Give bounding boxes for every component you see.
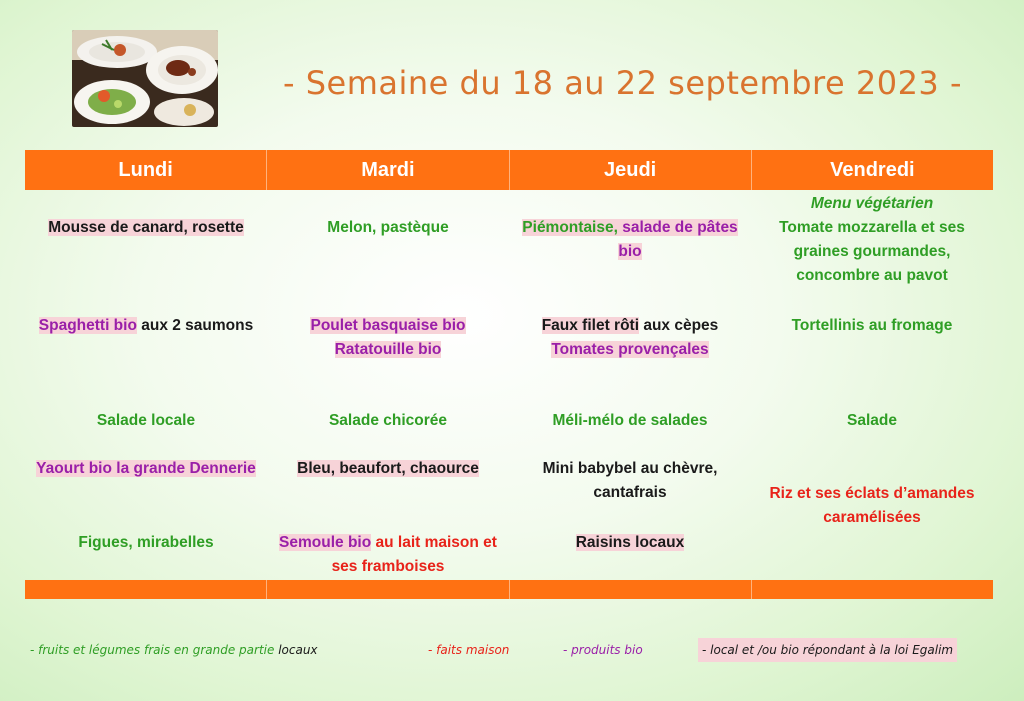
legend-organic: - produits bio (563, 643, 643, 657)
legend-homemade: - faits maison (428, 643, 510, 657)
lundi-plat (25, 314, 267, 338)
footer-cell (752, 580, 993, 599)
lundi-entree (25, 216, 267, 240)
header-mardi: Mardi (267, 150, 509, 190)
vendredi-salade: Salade (847, 412, 897, 429)
footer-cell (510, 580, 752, 599)
menu-table (25, 150, 993, 599)
lundi-fromage (25, 457, 267, 481)
header-lundi: Lundi (25, 150, 267, 190)
jeudi-plat (509, 314, 751, 362)
header-vendredi: Vendredi (830, 158, 915, 181)
mardi-entree: Melon, pastèque (327, 219, 449, 236)
mardi-plat (267, 314, 509, 362)
legend-local-suffix: locaux (278, 643, 318, 657)
jeudi-fromage: Mini babybel au chèvre, cantafrais (542, 460, 718, 501)
food-photo (72, 30, 218, 127)
jeudi-salade: Méli-mélo de salades (552, 412, 708, 429)
lundi-dessert: Figues, mirabelles (78, 534, 214, 551)
lundi-entree-text: Mousse de canard, rosette (48, 219, 244, 236)
mardi-plat-2: Ratatouille bio (334, 341, 442, 358)
jeudi-entree-local: Piémontaise, (522, 219, 623, 236)
legend-local (30, 638, 318, 662)
table-footer (25, 580, 993, 599)
vendredi-plat: Tortellinis au fromage (791, 317, 953, 334)
vendredi-entree: Tomate mozzarella et ses graines gourmandes, concombre au pavot (779, 219, 965, 284)
legend-local-text: - fruits et légumes frais en grande partie (30, 643, 279, 657)
mardi-fromage (267, 457, 509, 481)
page-title: - Semaine du 18 au 22 septembre 2023 - (283, 64, 962, 102)
mardi-dessert-bio: Semoule bio (279, 534, 372, 551)
mardi-dessert-rest: au lait maison et ses framboises (331, 534, 497, 575)
vendredi-dessert: Riz et ses éclats d’amandes caramélisées (769, 485, 975, 526)
jeudi-dessert-text: Raisins locaux (575, 534, 685, 551)
mardi-salade: Salade chicorée (328, 412, 448, 429)
footer-cell (267, 580, 509, 599)
jeudi-plat-2: Tomates provençales (551, 341, 709, 358)
mardi-plat-1: Poulet basquaise bio (310, 317, 466, 334)
lundi-plat-bio: Spaghetti bio (38, 317, 137, 334)
legend-egalim: - local et /ou bio répondant à la loi Egalim (698, 638, 957, 662)
footer-cell (25, 580, 267, 599)
lundi-salade: Salade locale (96, 412, 196, 429)
mardi-dessert (267, 531, 509, 579)
jeudi-plat-1: Faux filet rôti (541, 317, 640, 334)
lundi-plat-rest: aux 2 saumons (136, 317, 254, 334)
table-header (25, 150, 993, 190)
jeudi-dessert (509, 531, 751, 555)
mardi-fromage-text: Bleu, beaufort, chaource (297, 460, 479, 477)
header-jeudi: Jeudi (510, 150, 752, 190)
lundi-fromage-text: Yaourt bio la grande Dennerie (36, 460, 256, 477)
jeudi-entree-bio: salade de pâtes bio (618, 219, 738, 260)
jeudi-entree (509, 216, 751, 264)
jeudi-plat-1-rest: aux cèpes (639, 317, 719, 334)
vendredi-menu-label: Menu végétarien (810, 195, 934, 212)
